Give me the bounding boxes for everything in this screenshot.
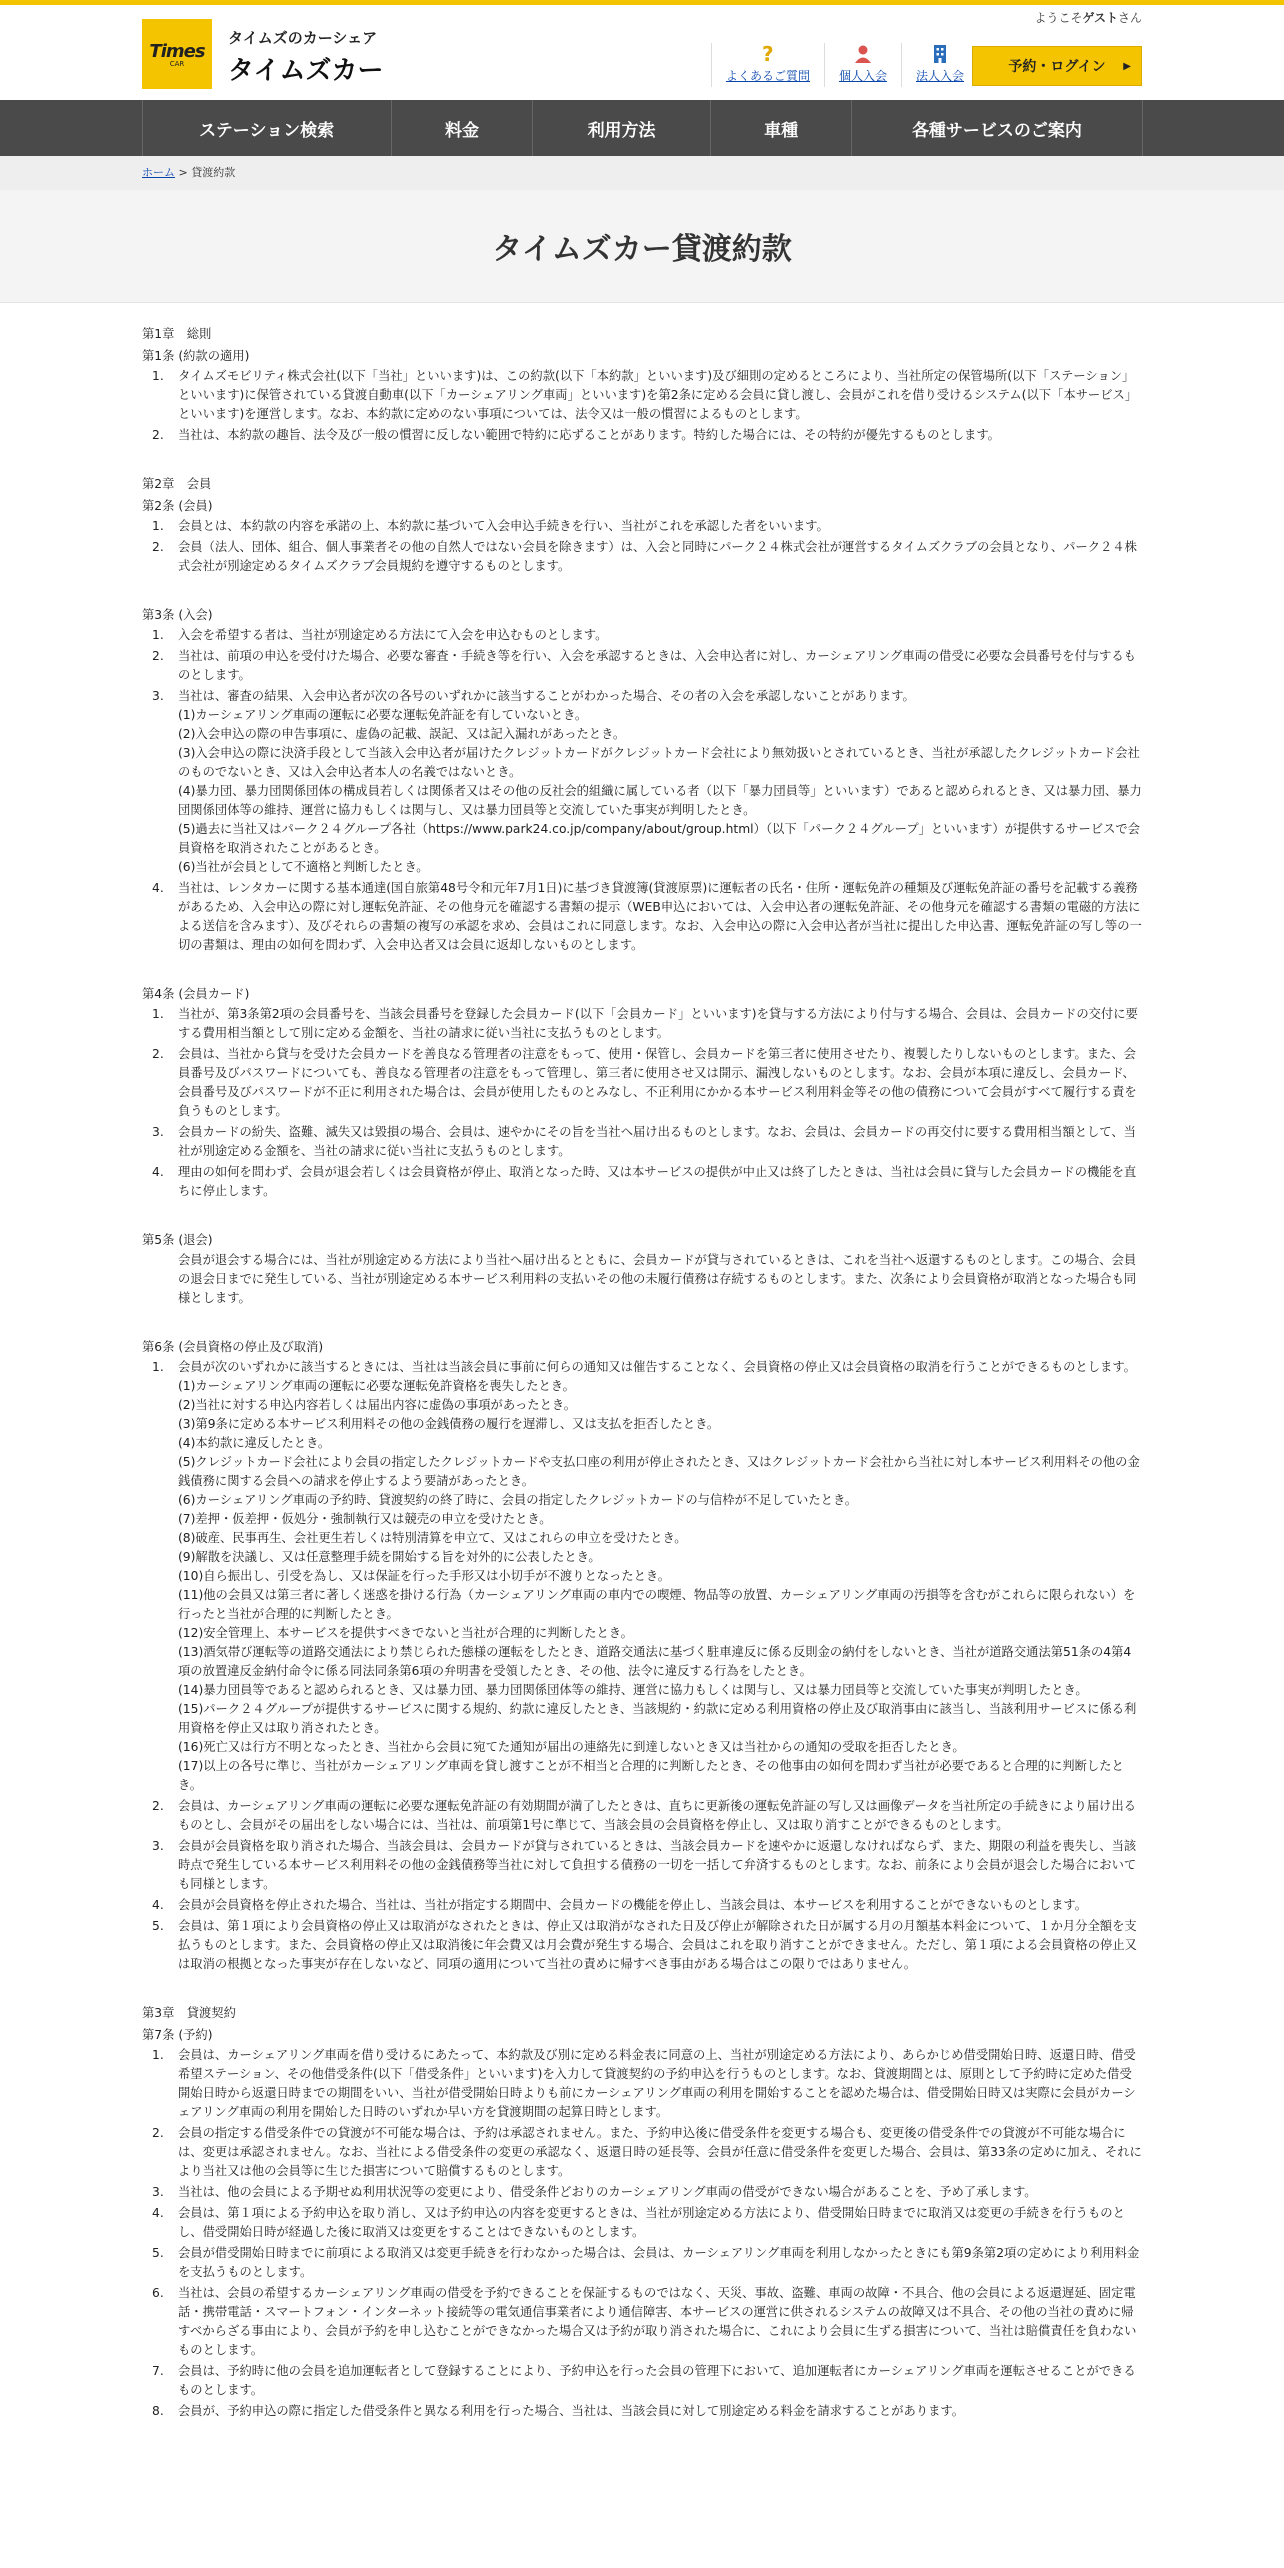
building-icon	[916, 43, 964, 65]
article-heading: 第6条 (会員資格の停止及び取消)	[142, 1340, 324, 1354]
list-item: 2. 会員の指定する借受条件での貸渡が不可能な場合は、予約は承認されません。また、予約申込後に借受条件を変更する場合も、変更後の借受条件での貸渡が不可能な場合には、変更は承認されません。なお、当社による借受条件の変更の承認なく、返還日時の延長等、会員が任意に借受条件を変更した場合、会員は、第33条の定めに加え、それにより当社又は他の会員等に生じた損害について賠償するものとします。	[152, 2126, 1142, 2178]
sub-item: (5)過去に当社又はパーク２４グループ各社（https://www.park24.co.jp/company/about/group.html）（以下「パーク２４グループ」といいます）が提供するサービスで会員資格を取消されたことがあるとき。	[178, 822, 1140, 855]
list-item: 1. 会員とは、本約款の内容を承諾の上、本約款に基づいて入会申込手続きを行い、当社がこれを承認した者をいいます。	[152, 519, 829, 533]
chapter-heading: 第3章 貸渡契約	[142, 2006, 236, 2020]
sub-item: (9)解散を決議し、又は任意整理手続を開始する旨を対外的に公表したとき。	[178, 1550, 601, 1564]
header-links	[711, 43, 978, 87]
list-item: 1. 会員は、カーシェアリング車両を借り受けるにあたって、本約款及び別に定める料金表に同意の上、当社が別途定める方法により、あらかじめ借受開始日時、返還日時、借受希望ステーション、その他借受条件(以下「借受条件」といいます)を入力して貸渡契約の予約申込を行うものとします。なお、貸渡期間とは、原則として予約時に定めた借受開始日時から返還日時までの期間をいい、当社が借受開始日時よりも前にカーシェアリング車両の利用を開始することを認めた場合は、借受開始日時又は実際に会員がカーシェアリング車両の利用を開始した日時のいずれか早い方を貸渡期間の起算日時とします。	[152, 2048, 1136, 2119]
article-1-list	[142, 367, 1142, 445]
list-item: 3. 会員カードの紛失、盗難、滅失又は毀損の場合、会員は、速やかにその旨を当社へ届け出るものとします。なお、会員は、会員カードの再交付に要する費用相当額として、当社が別途定める金額を、当社の請求に従い当社に支払うものとします。	[152, 1125, 1136, 1158]
sub-item: (8)破産、民事再生、会社更生若しくは特別清算を申立て、又はこれらの申立を受けたとき。	[178, 1531, 687, 1545]
article-6	[142, 1338, 1142, 1974]
list-item: 8. 会員が、予約申込の際に指定した借受条件と異なる利用を行った場合、当社は、当該会員に対して別途定める料金を請求することがあります。	[152, 2404, 965, 2418]
breadcrumb: ホーム > 貸渡約款	[142, 166, 236, 179]
article-3-list	[142, 626, 1142, 955]
svg-text:?: ?	[761, 44, 774, 64]
breadcrumb-current: 貸渡約款	[191, 166, 236, 179]
article-heading: 第5条 (退会)	[142, 1233, 213, 1247]
sub-item: (13)酒気帯び運転等の道路交通法により禁じられた態様の運転をしたとき、道路交通法に基づく駐車違反に係る反則金の納付をしないとき、当社が道路交通法第51条の4第4項の放置違反金納付命令に係る同法同条第6項の弁明書を受領したとき、その他、法令に違反する行為をしたとき。	[178, 1645, 1132, 1678]
article-heading: 第2条 (会員)	[142, 499, 213, 513]
faq-link-item[interactable]	[711, 43, 824, 87]
sub-item: (2)入会申込の際の申告事項に、虚偽の記載、誤記、又は記入漏れがあったとき。	[178, 727, 626, 741]
nav-pricing[interactable]: 料金	[392, 100, 534, 156]
article-6-list	[142, 1358, 1142, 1974]
list-item: 1. タイムズモビリティ株式会社(以下「当社」といいます)は、この約款(以下「本約款」といいます)及び細則の定めるところにより、当社所定の保管場所(以下「ステーション」といいます)に保管されている貸渡自動車(以下「カーシェアリング車両」といいます)を第2条に定める会員に貸し渡し、会員がこれを借り受けるシステム(以下「本サービス」といいます)を運営します。なお、本約款に定めのない事項については、法令又は一般の慣習によるものとします。	[152, 369, 1138, 421]
list-item: 1. 当社が、第3条第2項の会員番号を、当該会員番号を登録した会員カード(以下「会員カード」といいます)を貸与する方法により付与する場合、会員は、会員カードの交付に要する費用相当額として別に定める金額を、当社の請求に従い当社に支払うものとします。	[152, 1007, 1138, 1040]
brand-title: タイムズカー	[228, 56, 384, 86]
corporate-join-link[interactable]: 法人入会	[915, 69, 964, 83]
times-car-logo[interactable]	[142, 19, 212, 89]
sub-item: (4)暴力団、暴力団関係団体の構成員若しくは関係者又はその他の反社会的組織に属している者（以下「暴力団員等」といいます）であると認められるとき、又は暴力団、暴力団関係団体等の維持、運営に協力もしくは関与し、又は暴力団員等と交流していた事実が判明したとき。	[178, 784, 1142, 817]
breadcrumb-bar	[0, 156, 1284, 190]
list-item: 2. 会員は、当社から貸与を受けた会員カードを善良なる管理者の注意をもって、使用・保管し、会員カードを第三者に使用させたり、複製したりしないものとします。また、会員番号及びパスワードについても、善良なる管理者の注意をもって管理し、第三者に使用させ又は開示、漏洩しないものとします。なお、会員が本項に違反し、会員カード、会員番号及びパスワードが不正に利用された場合は、会員が使用したものとみなし、不正利用にかかる本サービス利用料金等その他の債務について会員がすべて履行する責を負うものとします。	[152, 1047, 1137, 1118]
title-bar	[0, 190, 1284, 303]
article-5-text: 会員が退会する場合には、当社が別途定める方法により当社へ届け出るとともに、会員カードが貸与されているときは、これを当社へ返還するものとします。この場合、会員の退会日までに発生している、当社が別途定める本サービス利用料の支払いその他の未履行債務は存続するものとします。また、次条により会員資格が取消となった場合も同様とします。	[178, 1253, 1137, 1305]
sub-item: (4)本約款に違反したとき。	[178, 1436, 331, 1450]
article-7-list	[142, 2046, 1142, 2421]
logo-text: Times	[149, 40, 205, 62]
sub-item: (17)以上の各号に準じ、当社がカーシェアリング車両を貸し渡すことが不相当と合理的に判断したとき、その他事由の如何を問わず当社が必要であると合理的に判断したとき。	[178, 1759, 1124, 1792]
article-3	[142, 606, 1142, 955]
personal-join-link-item[interactable]	[824, 43, 901, 87]
corporate-join-link-item[interactable]	[901, 43, 978, 87]
chapter-heading: 第1章 総則	[142, 327, 212, 341]
nav-services[interactable]: 各種サービスのご案内	[852, 100, 1142, 156]
sub-item: (3)第9条に定める本サービス利用料その他の金銭債務の履行を遅滞し、又は支払を拒否したとき。	[178, 1417, 720, 1431]
sub-item: (14)暴力団員等であると認められるとき、又は暴力団、暴力団関係団体等の維持、運営に協力もしくは関与し、又は暴力団員等と交流していた事実が判明したとき。	[178, 1683, 1088, 1697]
list-item: 1. 会員が次のいずれかに該当するときには、当社は当該会員に事前に何らの通知又は催告することなく、会員資格の停止又は会員資格の取消を行うことができるものとします。 (1)カーシェアリング車両の運転に必要な運転免許資格を喪失したとき。 (2)当社に対する申込内容若しくは届出内容に虚偽の事項があったとき。 (3)第9条に定める本サービス利用料その他の金銭債務の履行を遅滞し、又は支払を拒否したとき。 (4)本約款に違反したとき。 (5)クレジットカード会社により会員の指定したクレジットカードや支払口座の利用が停止されたとき、又はクレジットカード会社から当社に対し本サービス利用料その他の金銭債務に関する会員への請求を停止するよう要請があったとき。 (6)カーシェアリング車両の予約時、貸渡契約の終了時に、会員の指定したクレジットカードの与信枠が不足していたとき。 (7)差押・仮差押・仮処分・強制執行又は競売の申立を受けたとき。 (8)破産、民事再生、会社更生若しくは特別清算を申立て、又はこれらの申立を受けたとき。 (9)解散を決議し、又は任意整理手続を開始する旨を対外的に公表したとき。 (10)自ら振出し、引受を為し、又は保証を行った手形又は小切手が不渡りとなったとき。 (11)他の会員又は第三者に著しく迷惑を掛ける行為（カーシェアリング車両の車内での喫煙、物品等の放置、カーシェアリング車両の汚損等を含むがこれらに限られない）を行ったと当社が合理的に判断したとき。 (12)安全管理上、本サービスを提供すべきでないと当社が合理的に判断したとき。 (13)酒気帯び運転等の道路交通法により禁じられた態様の運転をしたとき、道路交通法に基づく駐車違反に係る反則金の納付をしないとき、当社が道路交通法第51条の4第4項の放置違反金納付命令に係る同法同条第6項の弁明書を受領したとき、その他、法令に違反する行為をしたとき。 (14)暴力団員等であると認められるとき、又は暴力団、暴力団関係団体等の維持、運営に協力もしくは関与し、又は暴力団員等と交流していた事実が判明したとき。 (15)パーク２４グループが提供するサービスに関する規約、約款に違反したとき、当該規約・約款に定める利用資格の停止及び取消事由に該当し、当該利用サービスに係る利用資格を停止又は取り消されたとき。 (16)死亡又は行方不明となったとき、当社から会員に宛てた通知が届出の連絡先に到達しないとき又は当社からの通知の受取を拒否したとき。 (17)以上の各号に準じ、当社がカーシェアリング車両を貸し渡すことが不相当と合理的に判断したとき、その他事由の如何を問わず当社が必要であると合理的に判断したとき。	[142, 1358, 1142, 1795]
arrow-right-icon: ▶	[1123, 60, 1131, 72]
list-item: 2. 当社は、前項の申込を受付けた場合、必要な審査・手続き等を行い、入会を承認するときは、入会申込者に対し、カーシェアリング車両の借受に必要な会員番号を付与するものとします。	[152, 649, 1136, 682]
site-header	[142, 5, 1142, 100]
welcome-user: ゲスト	[1082, 11, 1118, 25]
reserve-login-button[interactable]	[972, 46, 1142, 86]
list-item: 4. 会員が会員資格を停止された場合、当社は、当社が指定する期間中、会員カードの機能を停止し、当該会員は、本サービスを利用することができないものとします。	[152, 1898, 1087, 1912]
person-icon	[839, 43, 887, 65]
sub-item: (6)カーシェアリング車両の予約時、貸渡契約の終了時に、会員の指定したクレジットカードの与信枠が不足していたとき。	[178, 1493, 858, 1507]
article-5	[142, 1231, 1142, 1308]
nav-car-models[interactable]: 車種	[711, 100, 853, 156]
sub-item: (1)カーシェアリング車両の運転に必要な運転免許資格を喪失したとき。	[178, 1379, 575, 1393]
list-item: 3. 当社は、審査の結果、入会申込者が次の各号のいずれかに該当することがわかった場合、その者の入会を承認しないことがあります。 (1)カーシェアリング車両の運転に必要な運転免許証を有していないとき。 (2)入会申込の際の申告事項に、虚偽の記載、誤記、又は記入漏れがあったとき。 (3)入会申込の際に決済手段として当該入会申込者が届けたクレジットカードがクレジットカード会社により無効扱いとされているとき、当社が承認したクレジットカード会社のものでないとき、又は入会申込者本人の名義ではないとき。 (4)暴力団、暴力団関係団体の構成員若しくは関係者又はその他の反社会的組織に属している者（以下「暴力団員等」といいます）であると認められるとき、又は暴力団、暴力団関係団体等の維持、運営に協力もしくは関与し、又は暴力団員等と交流していた事実が判明したとき。 (5)過去に当社又はパーク２４グループ各社（https://www.park24.co.jp/company/about/group.html）（以下「パーク２４グループ」といいます）が提供するサービスで会員資格を取消されたことがあるとき。 (6)当社が会員として不適格と判断したとき。	[142, 687, 1142, 877]
brand-name[interactable]	[228, 27, 383, 87]
list-item: 3. 会員が会員資格を取り消された場合、当該会員は、会員カードが貸与されているときは、当該会員カードを速やかに返還しなければならず、また、期限の利益を喪失し、当該時点で発生している本サービス利用料その他の金銭債務等当社に対して負担する債務の一切を一括して弁済するものとします。なお、前条により会員が退会した場合においても同様とします。	[152, 1839, 1137, 1891]
reserve-login-label: 予約・ログイン	[1008, 59, 1106, 75]
chapter-heading: 第2章 会員	[142, 477, 212, 491]
sub-item: (7)差押・仮差押・仮処分・強制執行又は競売の申立を受けたとき。	[178, 1512, 552, 1526]
faq-link[interactable]: よくあるご質問	[725, 69, 810, 83]
sub-item: (12)安全管理上、本サービスを提供すべきでないと当社が合理的に判断したとき。	[178, 1626, 633, 1640]
list-item: 4. 当社は、レンタカーに関する基本通達(国自旅第48号令和元年7月1日)に基づき貸渡簿(貸渡原票)に運転者の氏名・住所・運転免許の種類及び運転免許証の番号を記載する義務があるため、入会申込の際に対し運転免許証、その他身元を確認する書類の提示（WEB申込においては、入会申込者の運転免許証、その他身元を確認する書類の電磁的方法による送信を含みます）、及びそれらの書類の複写の承認を求め、会員はこれに同意します。なお、入会申込の際に入会申込者が当社に提出した申込書、運転免許証の写し等の一切の書類は、理由の如何を問わず、入会申込者又は会員に返却しないものとします。	[152, 881, 1142, 952]
list-item: 2. 会員は、カーシェアリング車両の運転に必要な運転免許証の有効期間が満了したときは、直ちに更新後の運転免許証の写し又は画像データを当社所定の手続きにより届け出るものとし、会員がその届出をしない場合には、当社は、前項第1号に準じて、当該会員の会員資格を停止し、又は取り消すことができるものとします。	[152, 1799, 1136, 1832]
article-4-list	[142, 1005, 1142, 1201]
welcome-message: ようこそゲストさん	[1034, 11, 1142, 25]
global-nav	[0, 100, 1284, 156]
page-title: タイムズカー貸渡約款	[492, 232, 792, 267]
sub-item: (1)カーシェアリング車両の運転に必要な運転免許証を有していないとき。	[178, 708, 588, 722]
article-heading: 第1条 (約款の適用)	[142, 349, 250, 363]
list-item: 1. 入会を希望する者は、当社が別途定める方法にて入会を申込むものとします。	[152, 628, 608, 642]
personal-join-link[interactable]: 個人入会	[838, 69, 887, 83]
sub-item: (2)当社に対する申込内容若しくは届出内容に虚偽の事項があったとき。	[178, 1398, 577, 1412]
sub-item: (16)死亡又は行方不明となったとき、当社から会員に宛てた通知が届出の連絡先に到達しないとき又は当社からの通知の受取を拒否したとき。	[178, 1740, 965, 1754]
list-item: 5. 会員が借受開始日時までに前項による取消又は変更手続きを行わなかった場合は、会員は、カーシェアリング車両を利用しなかったときにも第9条第2項の定めにより利用料金を支払うものとします。	[152, 2246, 1140, 2279]
list-item: 2. 会員（法人、団体、組合、個人事業者その他の自然人ではない会員を除きます）は、入会と同時にパーク２４株式会社が運営するタイムズクラブの会員となり、パーク２４株式会社が別途定めるタイムズクラブ会員規約を遵守するものとします。	[152, 540, 1137, 573]
nav-how-to-use[interactable]: 利用方法	[533, 100, 710, 156]
chapter-2	[142, 475, 1142, 576]
list-item: 4. 理由の如何を問わず、会員が退会若しくは会員資格が停止、取消となった時、又は本サービスの提供が中止又は終了したときは、当社は会員に貸与した会員カードの機能を直ちに停止します。	[152, 1165, 1137, 1198]
list-item: 3. 当社は、他の会員による予期せぬ利用状況等の変更により、借受条件どおりのカーシェアリング車両の借受ができない場合があることを、予め了承します。	[152, 2185, 1037, 2199]
list-item: 2. 当社は、本約款の趣旨、法令及び一般の慣習に反しない範囲で特約に応ずることがあります。特約した場合には、その特約が優先するものとします。	[152, 428, 1000, 442]
sub-item: (10)自ら振出し、引受を為し、又は保証を行った手形又は小切手が不渡りとなったとき。	[178, 1569, 671, 1583]
sub-item: (5)クレジットカード会社により会員の指定したクレジットカードや支払口座の利用が停止されたとき、又はクレジットカード会社から当社に対し本サービス利用料その他の金銭債務に関する会員への請求を停止するよう要請があったとき。	[178, 1455, 1140, 1488]
logo-sub-text: CAR	[169, 59, 185, 68]
question-icon	[726, 43, 810, 65]
nav-station-search[interactable]: ステーション検索	[143, 100, 392, 156]
chapter-3	[142, 2004, 1142, 2421]
terms-content	[142, 303, 1142, 2421]
sub-item: (3)入会申込の際に決済手段として当該入会申込者が届けたクレジットカードがクレジットカード会社により無効扱いとされているとき、当社が承認したクレジットカード会社のものでないとき、又は入会申込者本人の名義ではないとき。	[178, 746, 1140, 779]
article-4	[142, 985, 1142, 1201]
list-item: 4. 会員は、第１項による予約申込を取り消し、又は予約申込の内容を変更するときは、当社が別途定める方法により、借受開始日時までに取消又は変更の手続きを行うものとし、借受開始日時が経過した後に取消又は変更をすることはできないものとします。	[152, 2206, 1125, 2239]
article-2-list	[142, 517, 1142, 576]
list-item: 5. 会員は、第１項により会員資格の停止又は取消がなされたときは、停止又は取消がなされた日及び停止が解除された日が属する月の月額基本料金について、１か月分全額を支払うものとします。また、会員資格の停止又は取消後に年会費又は月会費が発生する場合、会員はこれを取り消すことができません。ただし、第１項による会員資格の停止又は取消の根拠となった事実が存在しないなど、同項の適用について当社の責めに帰すべき事由がある場合はこの限りではありません。	[152, 1919, 1137, 1971]
breadcrumb-home-link[interactable]: ホーム	[142, 166, 175, 179]
article-heading: 第4条 (会員カード)	[142, 987, 250, 1001]
sub-item: (6)当社が会員として不適格と判断したとき。	[178, 860, 429, 874]
list-item: 6. 当社は、会員の希望するカーシェアリング車両の借受を予約できることを保証するものではなく、天災、事故、盗難、車両の故障・不具合、他の会員による返還遅延、固定電話・携帯電話・スマートフォン・インターネット接続等の電気通信事業者により通信障害、本サービスの運営に供されるシステムの故障又は不具合、その他の当社の責めに帰すべからざる事由により、会員が予約を申し込むことができなかった場合又は予約が取り消された場合に、これにより会員に生ずる損害について、当社は賠償責任を負わないものとします。	[152, 2286, 1137, 2357]
chapter-1	[142, 325, 1142, 445]
sub-item: (15)パーク２４グループが提供するサービスに関する規約、約款に違反したとき、当該規約・約款に定める利用資格の停止及び取消事由に該当し、当該利用サービスに係る利用資格を停止又は取り消されたとき。	[178, 1702, 1137, 1735]
list-item: 7. 会員は、予約時に他の会員を追加運転者として登録することにより、予約申込を行った会員の管理下において、追加運転者にカーシェアリング車両を運転させることができるものとします。	[152, 2364, 1136, 2397]
article-heading: 第7条 (予約)	[142, 2028, 213, 2042]
article-heading: 第3条 (入会)	[142, 608, 213, 622]
sub-item: (11)他の会員又は第三者に著しく迷惑を掛ける行為（カーシェアリング車両の車内での喫煙、物品等の放置、カーシェアリング車両の汚損等を含むがこれらに限られない）を行ったと当社が合理的に判断したとき。	[178, 1588, 1136, 1621]
brand-subtitle: タイムズのカーシェア	[228, 29, 378, 47]
